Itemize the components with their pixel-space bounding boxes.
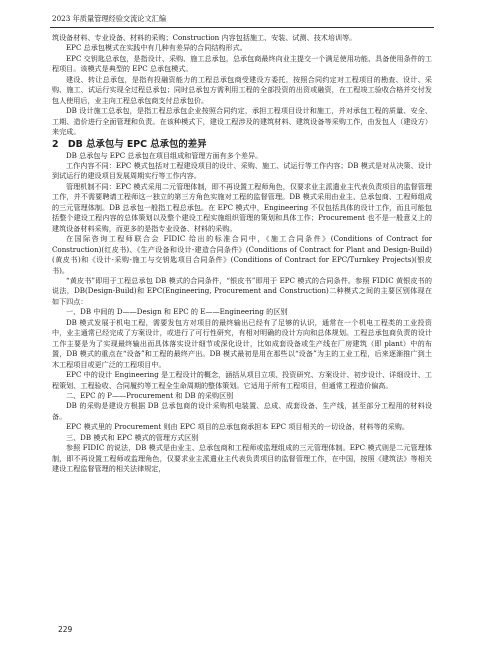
paragraph: “黄皮书”即用于工程总承包 DB 模式的合同条件，“银皮书”即用于 EPC 模式的合同条件。参照 FIDIC 黄银皮书的说法，DB(Design-Build)和 EPC(Engineering, Procurement and Construction)二种模式之间的主要区别体现在如下四点：	[52, 275, 432, 306]
paragraph: EPC 交钥匙总承包，是指设计、采购、施工总承包，总承包商最终向业主提交一个满足使用功能、具备使用条件的工程项目。该模式是典型的 EPC 总承包模式。	[52, 53, 432, 74]
paragraph: DB 设计施工总承包，是指工程总承包企业按照合同约定，承担工程项目设计和施工，并对承包工程的质量、安全、工期、造价进行全面管理和负责。在该种模式下，建设工程涉及的建筑材料、建筑设备等采购工作，由发包人（建设方）来完成。	[52, 106, 432, 137]
paragraph: 工作内容不同：EPC 模式包括对工程建设项目的设计、采购、施工、试运行等工作内容；DB 模式是对从决策、设计到试运行的建设项目发展周期实行等工作内容。	[52, 160, 432, 181]
paragraph: 管理机制不同：EPC 模式采用二元管理体制，即不再设置工程师角色，仅要求业主派遣业主代表负责项目的监督管理工作，并不需要聘请工程师这一独立的第三方角色实施对工程的监督管理。DB 模式采用由业主、总承包商、工程师组成的三元管理体制。DB 总承包一般指工程总承包。在 EPC 模式中，Engineering 不仅包括具体的设计工作，而且可能包括整个建设工程内容的总体策划以及整个建设工程实施组织管理的策划和具体工作；Procurement 也不是一般意义上的建筑设备材料采购，而更多的是指专业设备、材料的采购。	[52, 181, 432, 233]
paragraph: EPC 总承包模式在实践中有几种有差异的合同结构形式。	[66, 43, 247, 53]
paragraph: EPC 中的设计 Engineering 是工程设计的概念，涵括从项目立项、投资研究、方案设计、初步设计、详细设计、工程策划、工程验收、合同履约等工程全生命周期的整体策划。它适用于所有工程项目，但通常工程造价偏高。	[52, 370, 432, 390]
paragraph: DB 模式发展于机电工程，需要发包方对项目的最终输出已经有了足够的认识，通常在一个机电工程类的工业投资中，业主通常已经完成了方案设计，或进行了可行性研究，有相对明确的设计方向和总体规划。工程总承包商负责的设计工作主要是为了实现最终输出而具体落实设计细节或深化设计，比如成套设备或生产线在厂房建筑（即 plant）中的布置，DB 模式的重点在“设备”和工程的最终产出。DB 模式最初是用在那些以“设备”为主的工业工程，后来逐渐推广到土木工程项目或更广泛的工程项目中。	[52, 317, 432, 369]
paragraph: DB 的采购是建设方根据 DB 总承包商的设计采购机电装置、总成、成套设备、生产线，甚至部分工程用的材料设备。	[52, 401, 432, 421]
running-header: 2023 年质量管理经验交流论文汇编	[52, 14, 167, 23]
paragraph: 建设、转让总承包，是指有投融资能力的工程总承包商受建设方委托，按照合同约定对工程项目的勘查、设计、采购、施工、试运行实现全过程总承包；同时总承包方需利用工程的全部投资的出资或融资，在工程竣工验收合格并交付发包人使用后，业主向工程总承包商支付总承包价。	[52, 74, 432, 105]
page-number: 229	[58, 625, 73, 634]
subheading: 一、DB 中间的 D——Design 和 EPC 的 E——Engineering 的区别	[66, 307, 288, 317]
subheading: 三、DB 模式和 EPC 模式的管理方式区别	[66, 432, 199, 442]
header-divider	[50, 27, 434, 28]
paragraph: 筑设备材料、专业设备、材料的采购；Construction 内容包括施工、安装、试测、技术培训等。	[52, 33, 357, 42]
paragraph: 在国际咨询工程师联合会 FIDIC 给出的标准合同中，《施工合同条件》(Conditions of Contract for Construction)(红皮书)、《生产设备和设计-建造合同条件》(Conditions of Contract for Plant and Design-Build)(黄皮书)和《设计-采购-施工与交钥匙项目合同条件》(Conditions of Contract for EPC/Turnkey Projects)(银皮书)。	[52, 234, 432, 275]
paragraph: DB 总承包与 EPC 总承包在项目组成和管理方面有多个差异。	[66, 150, 263, 160]
paragraph: EPC 模式里的 Procurement 则由 EPC 项目的总承包商承担本 EPC 项目相关的一切设备、材料等的采购。	[66, 422, 409, 432]
body-text	[52, 33, 432, 475]
paragraph: 参照 FIDIC 的说法，DB 模式是由业主、总承包商和工程师或监理组成的三元管理体制。EPC 模式则是二元管理体制，即不再设置工程师或监理角色，仅要求业主派遣业主代表负责项目的监督管理工作，在中国，按照《建筑法》等相关建设工程监督管理的相关法律规定，	[52, 443, 432, 474]
subheading: 二、EPC 的 P——Procurement 和 DB 的采购区别	[66, 390, 234, 400]
section-heading: 2 DB 总承包与 EPC 总承包的差异	[52, 138, 207, 150]
